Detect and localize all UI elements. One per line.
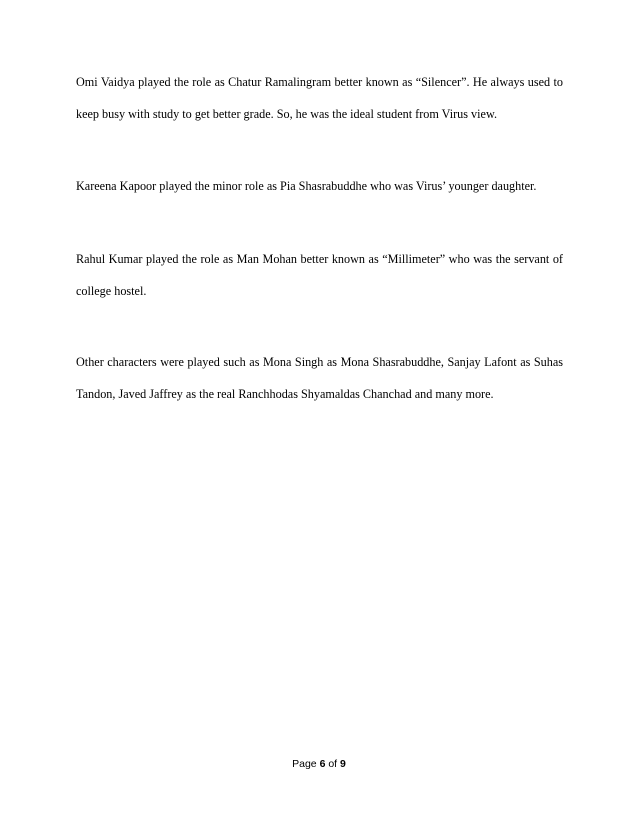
- paragraph-rahul-kumar: Rahul Kumar played the role as Man Mohan better known as “Millimeter” who was the servant of college hostel.: [76, 252, 563, 298]
- paragraph-kareena-kapoor: Kareena Kapoor played the minor role as Pia Shasrabuddhe who was Virus’ younger daughter.: [76, 179, 537, 193]
- total-pages-number: 9: [340, 758, 346, 770]
- paragraph-omi-vaidya: Omi Vaidya played the role as Chatur Ramalingram better known as “Silencer”. He always used to keep busy with study to get better grade. So, he was the ideal student from Virus view.: [76, 75, 563, 121]
- current-page-number: 6: [319, 758, 326, 770]
- page-word: Page: [292, 758, 317, 770]
- of-word: of: [328, 758, 338, 770]
- paragraph-other-characters: Other characters were played such as Mona Singh as Mona Shasrabuddhe, Sanjay Lafont as Suhas Tandon, Javed Jaffrey as the real Ranchhodas Shyamaldas Chanchad and many more.: [76, 355, 563, 401]
- page-footer: [0, 758, 638, 770]
